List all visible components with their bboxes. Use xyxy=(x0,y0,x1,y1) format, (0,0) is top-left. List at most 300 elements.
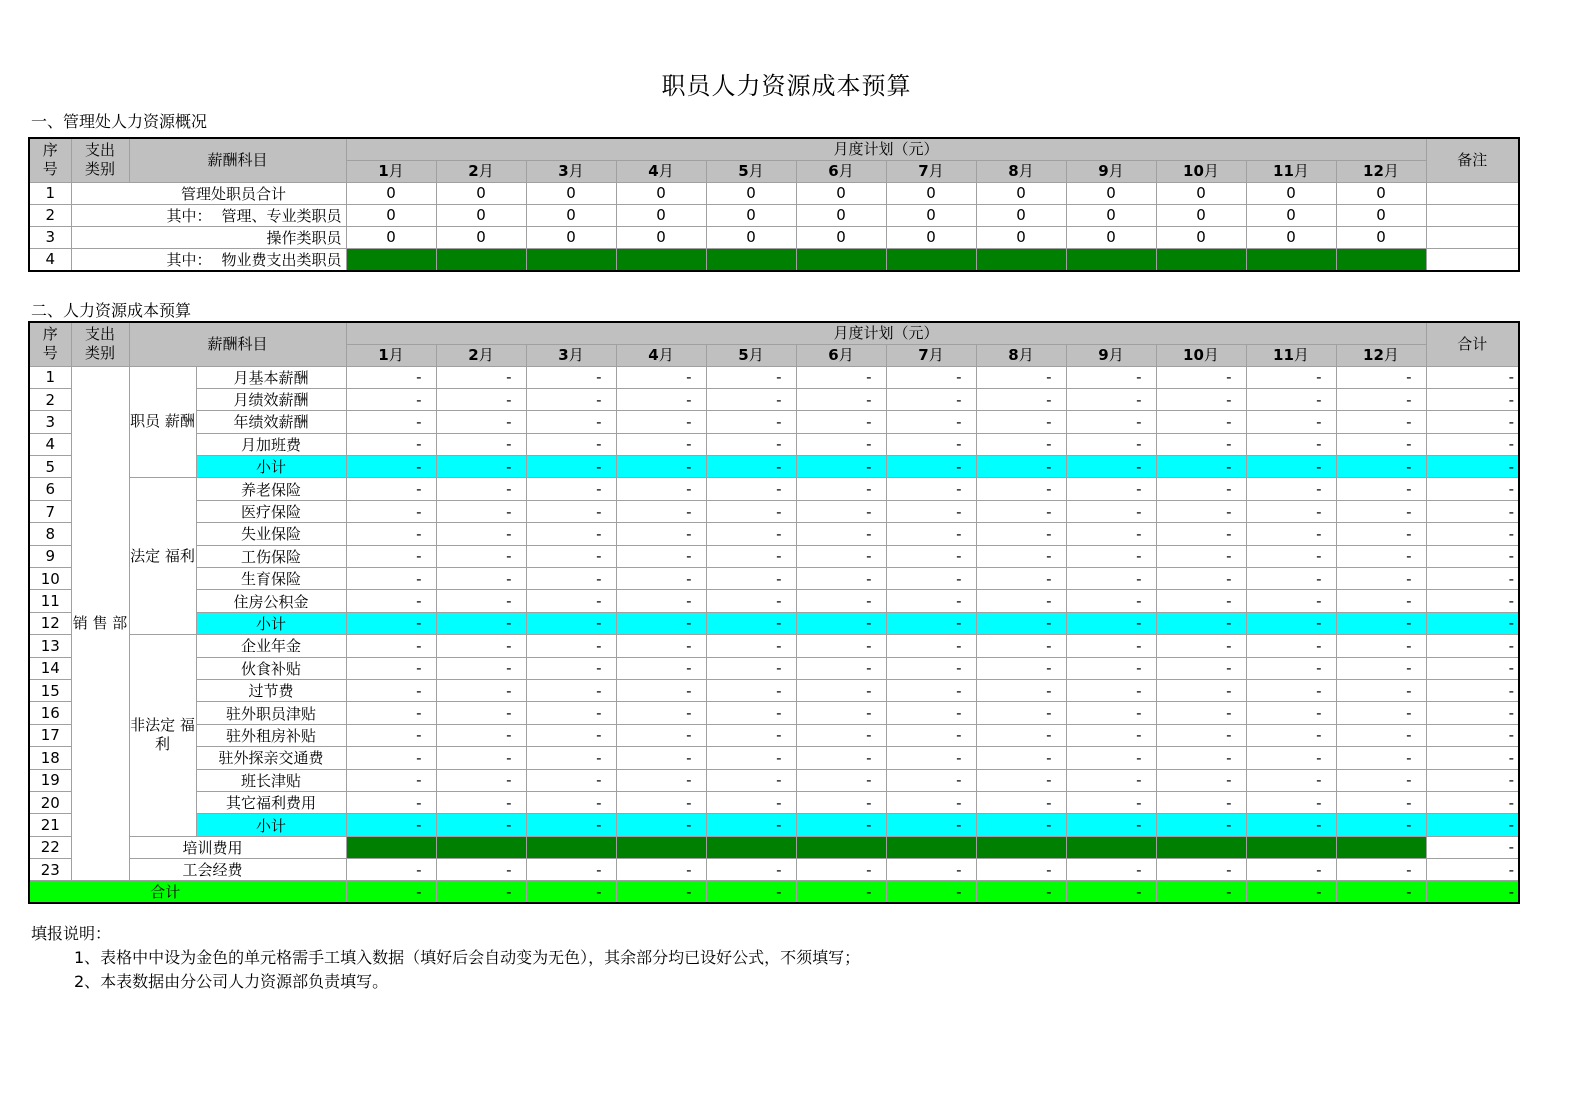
month-value: - xyxy=(526,724,616,746)
row-seq: 15 xyxy=(29,679,71,701)
month-value: - xyxy=(1246,612,1336,634)
month-value: - xyxy=(1156,545,1246,567)
month-value: - xyxy=(1066,881,1156,904)
month-value: 0 xyxy=(1066,204,1156,226)
month-value: - xyxy=(1066,724,1156,746)
month-value: - xyxy=(1336,568,1426,590)
month-value: - xyxy=(616,635,706,657)
item-label: 其它福利费用 xyxy=(196,791,346,813)
month-value: - xyxy=(1336,388,1426,410)
month-value: - xyxy=(1066,791,1156,813)
month-value: - xyxy=(1246,366,1336,388)
month-value: - xyxy=(796,568,886,590)
month-value: - xyxy=(886,456,976,478)
remark-cell xyxy=(1426,204,1519,226)
table-row xyxy=(29,204,1519,226)
total-value: - xyxy=(1426,859,1519,881)
month-value: - xyxy=(886,388,976,410)
item-label: 生育保险 xyxy=(196,568,346,590)
month-value: - xyxy=(706,635,796,657)
month-value: - xyxy=(886,500,976,522)
row-seq: 10 xyxy=(29,568,71,590)
month-value: - xyxy=(796,702,886,724)
month-value: - xyxy=(1066,456,1156,478)
month-value: - xyxy=(616,679,706,701)
month-value: - xyxy=(1336,433,1426,455)
month-value: - xyxy=(526,568,616,590)
month-header: 1月 xyxy=(346,160,436,182)
month-value: 0 xyxy=(886,226,976,248)
month-header: 3月 xyxy=(526,160,616,182)
section1-heading: 一、管理处人力资源概况 xyxy=(31,112,208,131)
month-value: - xyxy=(1246,724,1336,746)
month-value: - xyxy=(346,590,436,612)
month-value: 0 xyxy=(796,226,886,248)
month-header: 7月 xyxy=(886,160,976,182)
month-value: - xyxy=(976,456,1066,478)
month-header: 11月 xyxy=(1246,160,1336,182)
month-value xyxy=(1336,248,1426,271)
month-value: - xyxy=(976,635,1066,657)
month-value: - xyxy=(886,433,976,455)
month-value: - xyxy=(1336,814,1426,836)
month-value: 0 xyxy=(1066,226,1156,248)
monthly-plan-header: 月度计划（元） xyxy=(346,138,1426,160)
table-row xyxy=(29,226,1519,248)
row-seq: 1 xyxy=(29,182,71,204)
month-value: - xyxy=(616,859,706,881)
category-cell: 非法定 福利 xyxy=(129,635,196,837)
month-value: - xyxy=(616,724,706,746)
remark-cell xyxy=(1426,182,1519,204)
row-prefix: 其中： xyxy=(166,250,212,269)
month-value: - xyxy=(616,702,706,724)
month-value: - xyxy=(886,478,976,500)
row-label: 管理处职员合计 xyxy=(71,182,346,204)
month-value: - xyxy=(1156,500,1246,522)
month-value: 0 xyxy=(526,226,616,248)
month-value: - xyxy=(526,791,616,813)
total-value: - xyxy=(1426,590,1519,612)
month-value: - xyxy=(796,679,886,701)
month-value: - xyxy=(526,478,616,500)
month-value: - xyxy=(976,523,1066,545)
month-header: 2月 xyxy=(436,160,526,182)
month-value: - xyxy=(1156,411,1246,433)
month-value: - xyxy=(886,523,976,545)
month-value: 0 xyxy=(796,182,886,204)
month-value: - xyxy=(346,747,436,769)
month-value: - xyxy=(436,545,526,567)
month-value: - xyxy=(886,859,976,881)
month-value: 0 xyxy=(1156,182,1246,204)
month-value: - xyxy=(1156,679,1246,701)
row-seq: 8 xyxy=(29,523,71,545)
month-value: - xyxy=(1066,366,1156,388)
table-row xyxy=(29,859,1519,881)
month-value: - xyxy=(886,366,976,388)
month-value: - xyxy=(346,456,436,478)
month-value: - xyxy=(796,814,886,836)
month-value: - xyxy=(1156,478,1246,500)
month-value: - xyxy=(1156,523,1246,545)
month-value xyxy=(1246,248,1336,271)
month-value: - xyxy=(1336,657,1426,679)
month-header: 5月 xyxy=(706,344,796,366)
total-value: - xyxy=(1426,433,1519,455)
month-value: - xyxy=(796,859,886,881)
hr-cost-budget-table xyxy=(28,321,1520,904)
grand-total-label: 合计 xyxy=(29,881,346,904)
table-row xyxy=(29,635,1519,657)
month-value: - xyxy=(526,433,616,455)
row-label-text: 管理、专业类职员 xyxy=(221,206,342,225)
row-seq: 23 xyxy=(29,859,71,881)
month-value: - xyxy=(526,881,616,904)
item-label: 过节费 xyxy=(196,679,346,701)
table-row xyxy=(29,523,1519,545)
month-value: - xyxy=(886,545,976,567)
month-value: - xyxy=(346,478,436,500)
month-value: - xyxy=(616,814,706,836)
month-value: - xyxy=(886,724,976,746)
month-value: 0 xyxy=(976,204,1066,226)
month-value: - xyxy=(616,366,706,388)
month-value: - xyxy=(346,545,436,567)
month-value xyxy=(886,248,976,271)
table-row xyxy=(29,657,1519,679)
month-value: - xyxy=(1246,433,1336,455)
month-value: - xyxy=(526,411,616,433)
month-value: - xyxy=(1246,590,1336,612)
month-value: - xyxy=(1156,635,1246,657)
month-value xyxy=(1066,248,1156,271)
month-value: - xyxy=(976,724,1066,746)
month-value: 0 xyxy=(526,204,616,226)
month-value: - xyxy=(436,881,526,904)
row-seq: 20 xyxy=(29,791,71,813)
month-value: - xyxy=(526,388,616,410)
month-value: - xyxy=(436,411,526,433)
month-value xyxy=(886,836,976,858)
total-value: - xyxy=(1426,679,1519,701)
month-value: - xyxy=(616,590,706,612)
item-label: 工伤保险 xyxy=(196,545,346,567)
month-value: - xyxy=(1066,859,1156,881)
note-item: 2、本表数据由分公司人力资源部负责填写。 xyxy=(74,972,389,991)
month-value: - xyxy=(526,769,616,791)
month-value: - xyxy=(526,545,616,567)
item-label: 失业保险 xyxy=(196,523,346,545)
month-value: 0 xyxy=(1156,226,1246,248)
remark-header: 备注 xyxy=(1426,138,1519,182)
month-value: - xyxy=(1066,500,1156,522)
month-value: 0 xyxy=(976,182,1066,204)
item-label: 班长津贴 xyxy=(196,769,346,791)
row-seq: 6 xyxy=(29,478,71,500)
month-value: - xyxy=(1246,769,1336,791)
month-value: - xyxy=(1336,478,1426,500)
month-value: - xyxy=(1156,881,1246,904)
month-value: - xyxy=(706,791,796,813)
month-value: 0 xyxy=(1156,204,1246,226)
total-value: - xyxy=(1426,568,1519,590)
month-value: - xyxy=(886,814,976,836)
month-value: - xyxy=(436,679,526,701)
month-header: 10月 xyxy=(1156,344,1246,366)
month-value: - xyxy=(1246,568,1336,590)
month-value: - xyxy=(796,657,886,679)
month-value: - xyxy=(706,388,796,410)
month-value: - xyxy=(616,747,706,769)
section2-heading: 二、人力资源成本预算 xyxy=(31,301,192,320)
month-value: - xyxy=(1246,523,1336,545)
month-value: 0 xyxy=(346,204,436,226)
month-value: - xyxy=(706,568,796,590)
month-value: - xyxy=(886,769,976,791)
month-value xyxy=(796,248,886,271)
month-value xyxy=(796,836,886,858)
month-value: - xyxy=(886,657,976,679)
month-value: - xyxy=(796,881,886,904)
month-value xyxy=(526,248,616,271)
table-row xyxy=(29,388,1519,410)
month-value: - xyxy=(436,657,526,679)
month-value: - xyxy=(1066,814,1156,836)
row-seq: 16 xyxy=(29,702,71,724)
month-value: - xyxy=(886,791,976,813)
month-value: - xyxy=(346,679,436,701)
month-header: 4月 xyxy=(616,160,706,182)
month-value xyxy=(1156,836,1246,858)
month-value: - xyxy=(1156,769,1246,791)
month-value: 0 xyxy=(436,182,526,204)
month-value: - xyxy=(1336,612,1426,634)
month-value: - xyxy=(1066,747,1156,769)
page-title: 职员人力资源成本预算 xyxy=(661,72,912,100)
item-label: 月加班费 xyxy=(196,433,346,455)
month-value: 0 xyxy=(616,182,706,204)
month-value: - xyxy=(1336,545,1426,567)
month-value: - xyxy=(976,500,1066,522)
month-value: - xyxy=(976,568,1066,590)
month-value: - xyxy=(1246,388,1336,410)
month-header: 9月 xyxy=(1066,160,1156,182)
month-value: - xyxy=(796,388,886,410)
month-value: 0 xyxy=(346,226,436,248)
seq-header: 序 号 xyxy=(29,138,71,182)
subject-header: 薪酬科目 xyxy=(129,138,346,182)
month-value: - xyxy=(346,366,436,388)
total-value: - xyxy=(1426,769,1519,791)
month-value: - xyxy=(436,388,526,410)
item-label: 驻外职员津贴 xyxy=(196,702,346,724)
grand-total-row xyxy=(29,881,1519,904)
month-value: - xyxy=(436,612,526,634)
month-value: - xyxy=(616,411,706,433)
month-value xyxy=(1066,836,1156,858)
month-value: 0 xyxy=(1066,182,1156,204)
month-value: - xyxy=(706,679,796,701)
month-value: - xyxy=(1066,478,1156,500)
total-value: - xyxy=(1426,388,1519,410)
month-value: - xyxy=(1336,791,1426,813)
month-value: - xyxy=(976,747,1066,769)
month-value: - xyxy=(796,747,886,769)
month-value: - xyxy=(706,545,796,567)
type-header: 支出 类别 xyxy=(71,138,129,182)
month-value: - xyxy=(1246,478,1336,500)
row-seq: 7 xyxy=(29,500,71,522)
table-row xyxy=(29,500,1519,522)
row-seq: 11 xyxy=(29,590,71,612)
item-label: 医疗保险 xyxy=(196,500,346,522)
month-header: 12月 xyxy=(1336,160,1426,182)
month-value: - xyxy=(436,702,526,724)
month-value: - xyxy=(1066,590,1156,612)
table-row xyxy=(29,769,1519,791)
month-value: - xyxy=(976,791,1066,813)
month-value: 0 xyxy=(706,182,796,204)
month-value: - xyxy=(1336,635,1426,657)
month-value: 0 xyxy=(886,204,976,226)
month-value: - xyxy=(976,702,1066,724)
total-value: - xyxy=(1426,791,1519,813)
total-value: - xyxy=(1426,523,1519,545)
month-value: - xyxy=(706,747,796,769)
item-label: 驻外探亲交通费 xyxy=(196,747,346,769)
month-value: 0 xyxy=(346,182,436,204)
month-value: - xyxy=(796,724,886,746)
month-header: 11月 xyxy=(1246,344,1336,366)
month-value: - xyxy=(1066,433,1156,455)
month-value: - xyxy=(886,590,976,612)
month-value: 0 xyxy=(436,226,526,248)
row-seq: 1 xyxy=(29,366,71,388)
month-value: - xyxy=(796,791,886,813)
month-header: 10月 xyxy=(1156,160,1246,182)
month-value: - xyxy=(1246,500,1336,522)
month-value: - xyxy=(1246,657,1336,679)
month-value xyxy=(1336,836,1426,858)
month-value: - xyxy=(976,388,1066,410)
month-value: - xyxy=(526,612,616,634)
month-value: - xyxy=(1066,545,1156,567)
month-header: 3月 xyxy=(526,344,616,366)
month-value: - xyxy=(346,657,436,679)
month-value: - xyxy=(796,500,886,522)
month-value: - xyxy=(346,814,436,836)
month-value: - xyxy=(796,478,886,500)
month-value: - xyxy=(1336,411,1426,433)
month-value: 0 xyxy=(706,204,796,226)
month-value: - xyxy=(616,478,706,500)
month-value: - xyxy=(1066,568,1156,590)
month-value: - xyxy=(706,814,796,836)
month-value: - xyxy=(1246,545,1336,567)
month-value: - xyxy=(886,679,976,701)
month-value: - xyxy=(616,791,706,813)
month-value: - xyxy=(1246,881,1336,904)
month-value: - xyxy=(526,635,616,657)
month-value: - xyxy=(346,724,436,746)
month-value: - xyxy=(706,590,796,612)
month-value: - xyxy=(526,702,616,724)
month-value: - xyxy=(526,859,616,881)
total-value: - xyxy=(1426,747,1519,769)
month-value: - xyxy=(1066,523,1156,545)
month-value: 0 xyxy=(886,182,976,204)
month-value: 0 xyxy=(1336,226,1426,248)
month-value: - xyxy=(976,612,1066,634)
month-value: - xyxy=(1336,769,1426,791)
month-value: 0 xyxy=(976,226,1066,248)
month-value: - xyxy=(1156,791,1246,813)
month-value: - xyxy=(526,590,616,612)
item-label: 驻外租房补贴 xyxy=(196,724,346,746)
month-value: - xyxy=(346,859,436,881)
month-value: - xyxy=(796,635,886,657)
item-label: 年绩效薪酬 xyxy=(196,411,346,433)
month-value xyxy=(526,836,616,858)
total-value: - xyxy=(1426,635,1519,657)
month-value: - xyxy=(886,702,976,724)
month-value: - xyxy=(796,545,886,567)
month-value: - xyxy=(1336,747,1426,769)
table-row xyxy=(29,747,1519,769)
remark-cell xyxy=(1426,248,1519,271)
month-value: - xyxy=(346,702,436,724)
month-value: - xyxy=(706,769,796,791)
month-value: - xyxy=(1336,859,1426,881)
month-value: - xyxy=(346,769,436,791)
month-value: - xyxy=(526,657,616,679)
month-value: - xyxy=(796,590,886,612)
item-label: 培训费用 xyxy=(129,836,346,858)
month-value: - xyxy=(346,791,436,813)
month-value: 0 xyxy=(616,226,706,248)
month-value: - xyxy=(616,568,706,590)
month-value: - xyxy=(1066,769,1156,791)
month-value: - xyxy=(796,366,886,388)
row-seq: 17 xyxy=(29,724,71,746)
month-value: - xyxy=(616,657,706,679)
month-value: - xyxy=(1156,724,1246,746)
row-seq: 21 xyxy=(29,814,71,836)
total-value: - xyxy=(1426,366,1519,388)
month-value: - xyxy=(616,500,706,522)
row-label: 操作类职员 xyxy=(71,226,346,248)
row-seq: 13 xyxy=(29,635,71,657)
total-value: - xyxy=(1426,500,1519,522)
month-value: - xyxy=(1156,612,1246,634)
month-value: - xyxy=(886,612,976,634)
table-row xyxy=(29,366,1519,388)
table-row xyxy=(29,568,1519,590)
seq-header: 序 号 xyxy=(29,322,71,366)
month-value: - xyxy=(1336,679,1426,701)
total-value: - xyxy=(1426,881,1519,904)
month-header: 4月 xyxy=(616,344,706,366)
month-value: - xyxy=(1156,859,1246,881)
item-label: 工会经费 xyxy=(129,859,346,881)
row-seq: 2 xyxy=(29,388,71,410)
month-value: 0 xyxy=(436,204,526,226)
month-value: - xyxy=(976,545,1066,567)
item-label: 月基本薪酬 xyxy=(196,366,346,388)
month-value: - xyxy=(976,814,1066,836)
month-header: 6月 xyxy=(796,344,886,366)
